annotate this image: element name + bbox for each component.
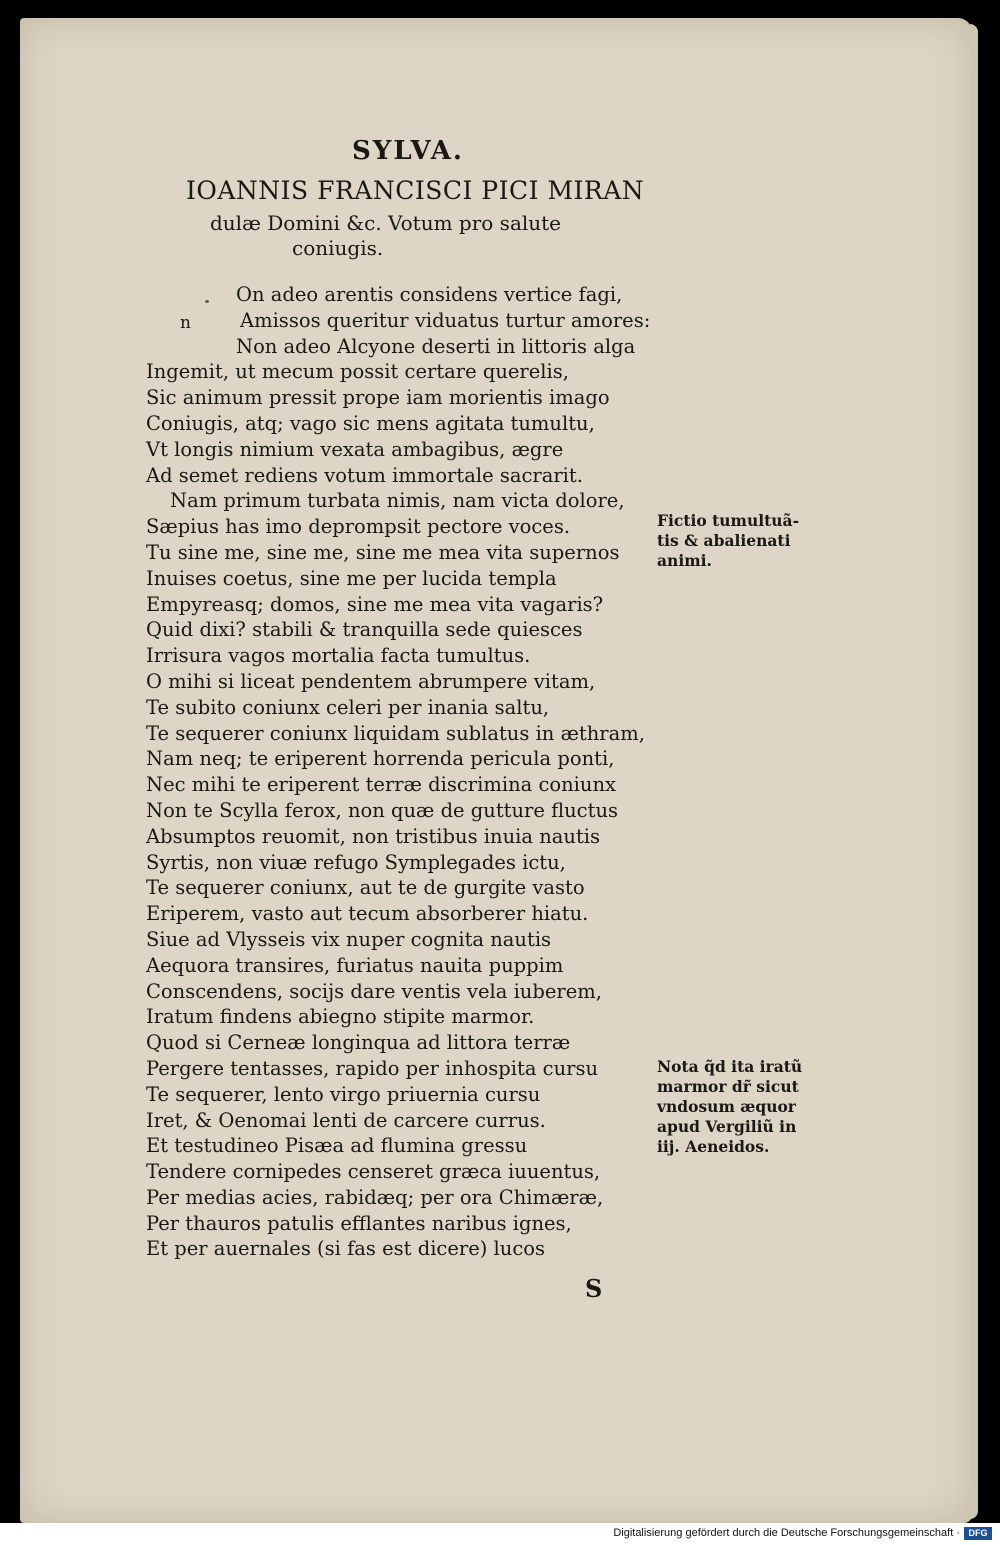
verse-line: On adeo arentis considens vertice fagi, — [236, 283, 623, 306]
verse-line: Ingemit, ut mecum possit certare querelis, — [146, 360, 569, 384]
verse-line: Sæpius has imo deprompsit pectore voces. — [146, 515, 571, 539]
verse-line: Nam neq; te eriperent horrenda pericula ponti, — [146, 747, 615, 771]
verse-line: Tu sine me, sine me, sine me mea vita supernos — [146, 540, 620, 564]
gloss-line: animi. — [657, 551, 712, 570]
verse-line: Quod si Cerneæ longinqua ad littora terræ — [146, 1031, 571, 1055]
verse-line: Te sequerer, lento virgo priuernia cursu — [146, 1082, 541, 1106]
verse-line: Et testudineo Pisæa ad flumina gressu — [146, 1134, 528, 1158]
verse-line: Nec mihi te eriperent terræ discrimina coniunx — [146, 773, 617, 797]
verse-line: Aequora transires, furiatus nauita puppim — [146, 953, 564, 977]
verse-line: Absumptos reuomit, non tristibus inuia nautis — [146, 824, 601, 848]
verse-line: Te subito coniunx celeri per inania saltu, — [146, 695, 550, 719]
verse-line: Empyreasq; domos, sine me mea vita vagaris? — [146, 592, 604, 616]
verse-line: Non te Scylla ferox, non quæ de gutture fluctus — [146, 798, 619, 822]
marginal-note-1 — [657, 511, 799, 571]
page-edge — [970, 24, 978, 1519]
verse-line: Tendere cornipedes censeret græca iuuentus, — [146, 1160, 601, 1184]
catchword: S — [585, 1274, 603, 1303]
verse-line: Sic animum pressit prope iam morientis imago — [146, 386, 610, 410]
verse-line: Te sequerer coniunx liquidam sublatus in æthram, — [146, 721, 645, 745]
verse-line: Per thauros patulis efflantes naribus ignes, — [146, 1211, 572, 1235]
gloss-line: Nota q̃d ita iratũ — [657, 1057, 803, 1076]
verse-line: Nam primum turbata nimis, nam victa dolore, — [170, 489, 625, 513]
verse-line: Non adeo Alcyone deserti in littoris alga — [236, 334, 636, 358]
verse-line: Irrisura vagos mortalia facta tumultus. — [146, 644, 531, 668]
verse-line: Pergere tentasses, rapido per inhospita cursu — [146, 1056, 599, 1080]
verse-line: Syrtis, non viuæ refugo Symplegades ictu, — [146, 850, 566, 874]
verse-line: Te sequerer coniunx, aut te de gurgite vasto — [146, 876, 585, 900]
gloss-line: Fictio tumultuã- — [657, 511, 800, 530]
title-line-3: coniugis. — [292, 236, 384, 260]
verse-line: Conscendens, socijs dare ventis vela iuberem, — [146, 979, 602, 1003]
gloss-line: tis & abalienati — [657, 531, 791, 550]
verse-line: Iret, & Oenomai lenti de carcere currus. — [146, 1108, 546, 1132]
poem-text — [146, 282, 651, 1262]
verse-line: Per medias acies, rabidæq; per ora Chimæræ, — [146, 1185, 604, 1209]
footer-credit: Digitalisierung gefördert durch die Deutsche Forschungsgemeinschaft · — [613, 1527, 960, 1539]
gloss-line: marmor dr̃ sicut — [657, 1077, 799, 1096]
verse-line: Vt longis nimium vexata ambagibus, ægre — [146, 437, 564, 461]
verse-line: Siue ad Vlysseis vix nuper cognita nautis — [146, 927, 552, 951]
gloss-line: vndosum æquor — [657, 1097, 796, 1116]
verse-line: Quid dixi? stabili & tranquilla sede quiesces — [146, 618, 583, 642]
dfg-logo: DFG — [964, 1527, 992, 1540]
verse-line: Amissos queritur viduatus turtur amores: — [240, 308, 651, 332]
verse-line: Inuises coetus, sine me per lucida templa — [146, 566, 557, 590]
guide-initial: n — [180, 313, 191, 333]
title-line-1: IOANNIS FRANCISCI PICI MIRAN — [186, 176, 645, 205]
verse-line: Coniugis, atq; vago sic mens agitata tumultu, — [146, 411, 595, 435]
gloss-line: iij. Aeneidos. — [657, 1137, 770, 1156]
marginal-note-2 — [657, 1057, 802, 1157]
verse-line: O mihi si liceat pendentem abrumpere vitam, — [146, 669, 596, 693]
running-head: SYLVA. — [352, 136, 464, 166]
verse-line: Iratum findens abiegno stipite marmor. — [146, 1005, 535, 1029]
title-line-2: dulæ Domini &c. Votum pro salute — [210, 211, 562, 235]
gloss-line: apud Vergiliũ in — [657, 1117, 797, 1136]
verse-line: Ad semet rediens votum immortale sacrarit. — [146, 463, 583, 487]
verse-line: Eriperem, vasto aut tecum absorberer hiatu. — [146, 902, 589, 926]
verse-line: Et per auernales (si fas est dicere) lucos — [146, 1237, 546, 1261]
